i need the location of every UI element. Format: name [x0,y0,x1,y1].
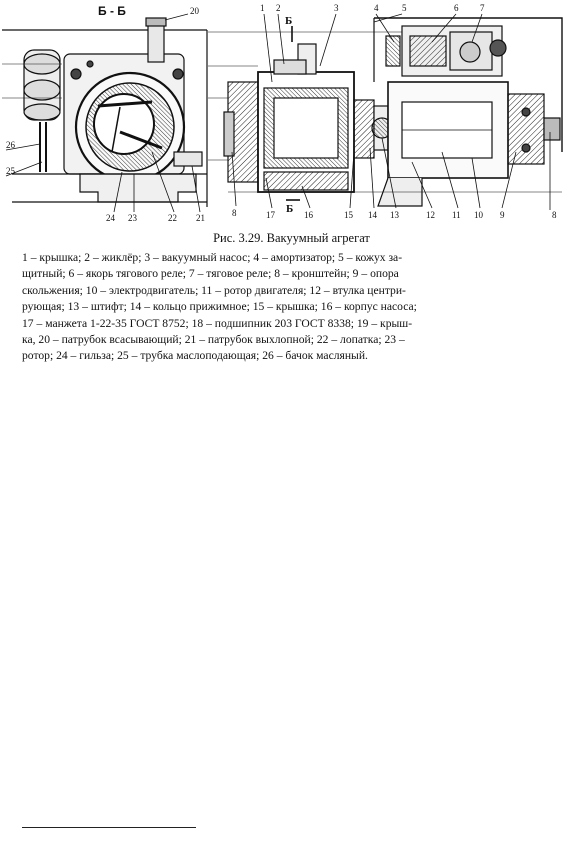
legend-line: скольжения; 10 – электродвигатель; 11 – ротор двигателя; 12 – втулка центри- [22,283,406,297]
callout-25: 25 [6,166,15,176]
callout-12: 12 [426,210,435,220]
callout-8-left: 8 [232,208,237,218]
callout-14: 14 [368,210,377,220]
legend-line: ка, 20 – патрубок всасывающий; 21 – патрубок выхлопной; 22 – лопатка; 23 – [22,333,405,347]
callout-26: 26 [6,140,15,150]
legend-line: 1 – крышка; 2 – жиклёр; 3 – вакуумный насос; 4 – амортизатор; 5 – кожух за- [22,251,403,264]
callout-15: 15 [344,210,353,220]
callout-1: 1 [260,3,265,13]
legend-line: щитный; 6 – якорь тягового реле; 7 – тяговое реле; 8 – кронштейн; 9 – опора [22,267,399,281]
section-mark-bottom: Б [286,203,294,215]
callout-6: 6 [454,3,459,13]
callout-21: 21 [196,213,205,223]
section-mark-top: Б [285,15,293,27]
legend-line: ротор; 24 – гильза; 25 – трубка маслоподающая; 26 – бачок масляный. [22,349,368,363]
section-label: Б - Б [98,4,126,18]
callout-13: 13 [390,210,399,220]
callout-5: 5 [402,3,407,13]
figure-legend [22,250,562,365]
figure-caption: Рис. 3.29. Вакуумный агрегат [213,231,370,245]
callout-20: 20 [190,6,199,16]
legend-line: 17 – манжета 1-22-35 ГОСТ 8752; 18 – подшипник 203 ГОСТ 8338; 19 – крыш- [22,316,413,330]
footnote-separator [22,827,196,828]
callout-22: 22 [168,213,177,223]
callout-7: 7 [480,3,485,13]
callout-8-right: 8 [552,210,557,220]
callout-16: 16 [304,210,313,220]
longitudinal-view [208,14,562,210]
callout-2: 2 [276,3,281,13]
section-view [2,14,207,212]
callout-11: 11 [452,210,461,220]
callout-17: 17 [266,210,275,220]
callout-10: 10 [474,210,483,220]
technical-drawing [2,2,578,232]
legend-line: рующая; 13 – штифт; 14 – кольцо прижимное; 15 – крышка; 16 – корпус насоса; [22,300,417,314]
callout-24: 24 [106,213,115,223]
callout-9: 9 [500,210,505,220]
callout-4: 4 [374,3,379,13]
callout-3: 3 [334,3,339,13]
callout-23: 23 [128,213,137,223]
vacuum-unit-drawing [2,2,578,232]
